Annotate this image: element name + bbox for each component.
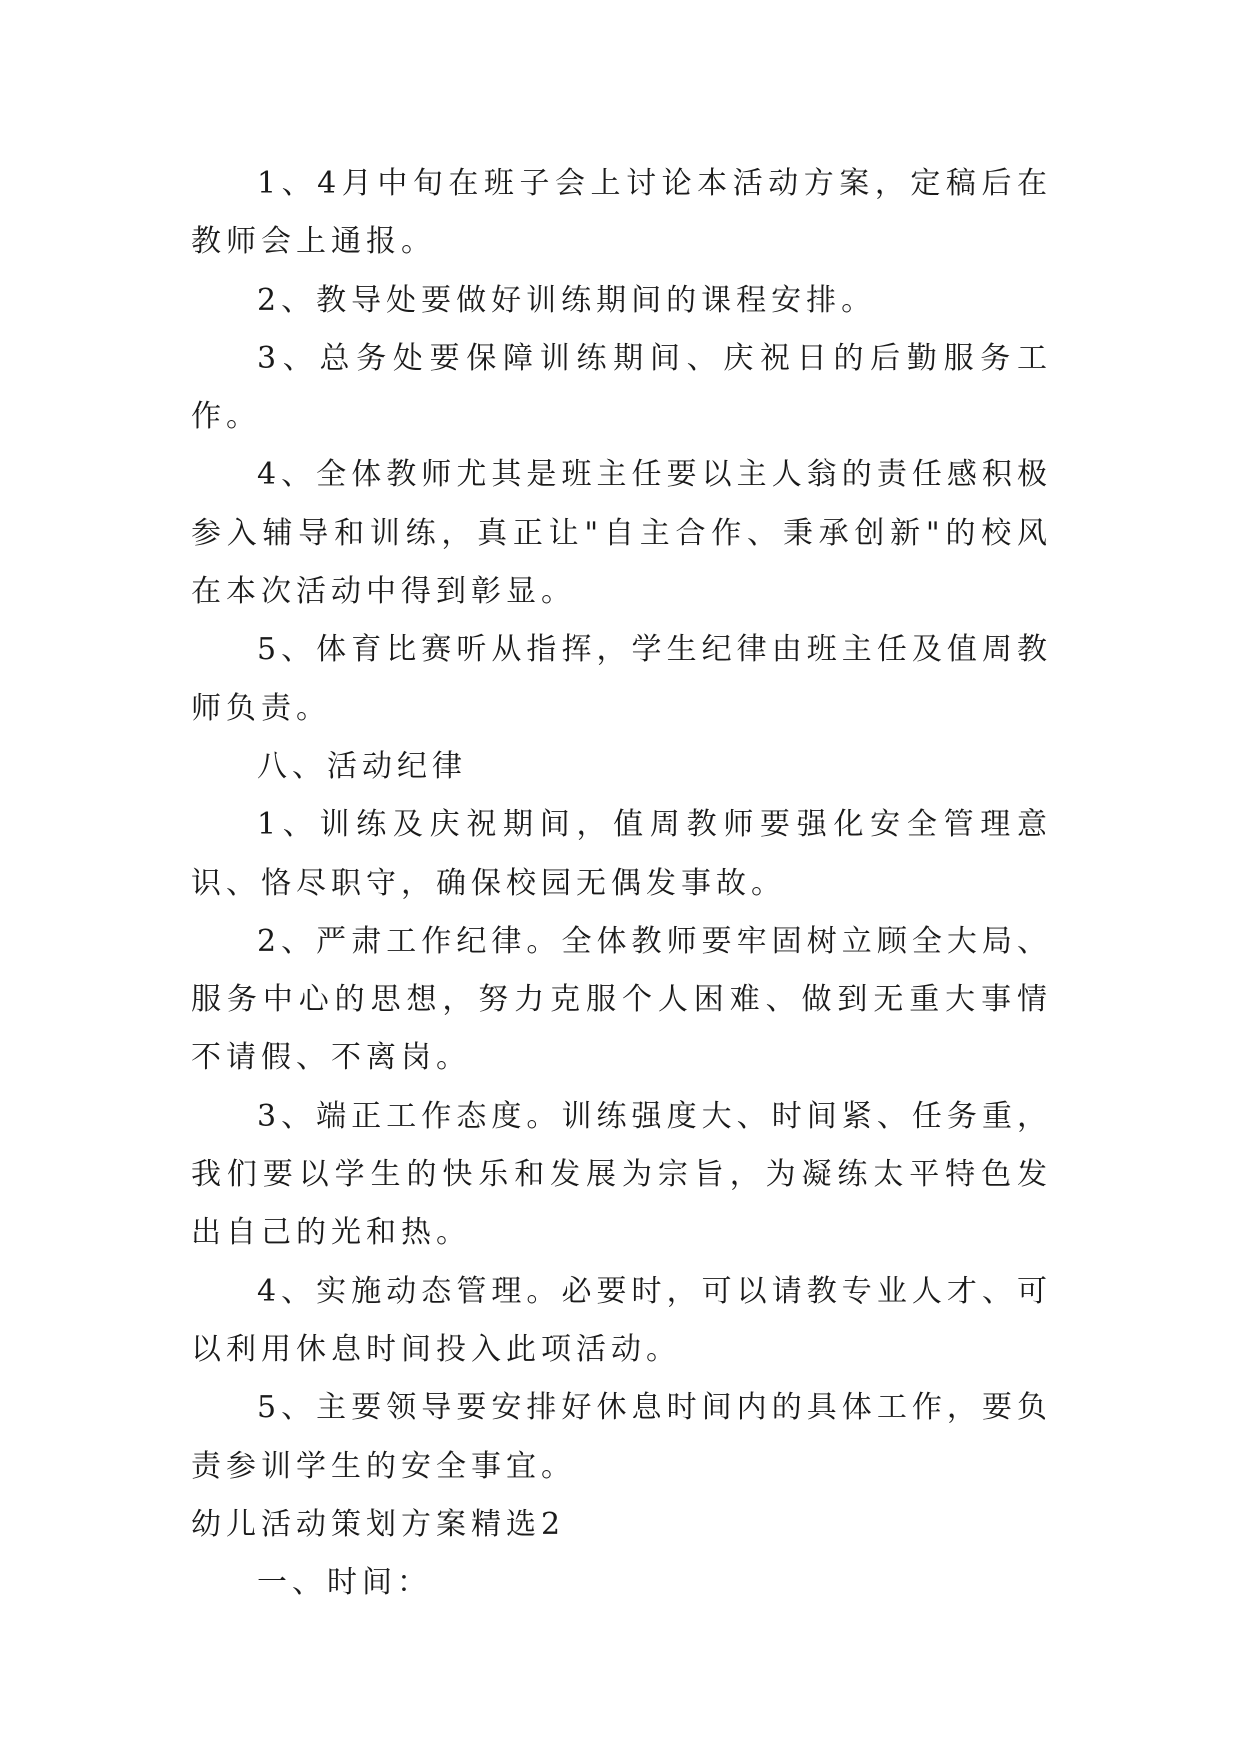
paragraph-item-2: 2、教导处要做好训练期间的课程安排。 <box>257 282 877 318</box>
paragraph-item-1: 1、4月中旬在班子会上讨论本活动方案，定稿后在教师会上通报。 <box>191 166 1052 260</box>
section-heading-eight: 八、活动纪律 <box>257 748 467 784</box>
discipline-item-2: 2、严肃工作纪律。全体教师要牢固树立顾全大局、服务中心的思想，努力克服个人困难、做到无重大事情不请假、不离岗。 <box>191 923 1052 1076</box>
document-body <box>191 155 1052 1612</box>
discipline-item-1: 1、训练及庆祝期间，值周教师要强化安全管理意识、恪尽职守，确保校园无偶发事故。 <box>191 807 1052 901</box>
paragraph-item-5: 5、体育比赛听从指挥，学生纪律由班主任及值周教师负责。 <box>191 632 1052 726</box>
section-first-item: 一、时间： <box>257 1565 432 1601</box>
discipline-item-5: 5、主要领导要安排好休息时间内的具体工作，要负责参训学生的安全事宜。 <box>191 1390 1052 1484</box>
discipline-item-4: 4、实施动态管理。必要时，可以请教专业人才、可以利用休息时间投入此项活动。 <box>191 1273 1052 1367</box>
section-title: 幼儿活动策划方案精选2 <box>191 1506 566 1542</box>
paragraph-item-4: 4、全体教师尤其是班主任要以主人翁的责任感积极参入辅导和训练，真正让"自主合作、秉承创新"的校风在本次活动中得到彰显。 <box>191 457 1052 610</box>
paragraph-item-3: 3、总务处要保障训练期间、庆祝日的后勤服务工作。 <box>191 340 1052 435</box>
discipline-item-3: 3、端正工作态度。训练强度大、时间紧、任务重，我们要以学生的快乐和发展为宗旨，为凝练太平特色发出自己的光和热。 <box>191 1098 1052 1251</box>
